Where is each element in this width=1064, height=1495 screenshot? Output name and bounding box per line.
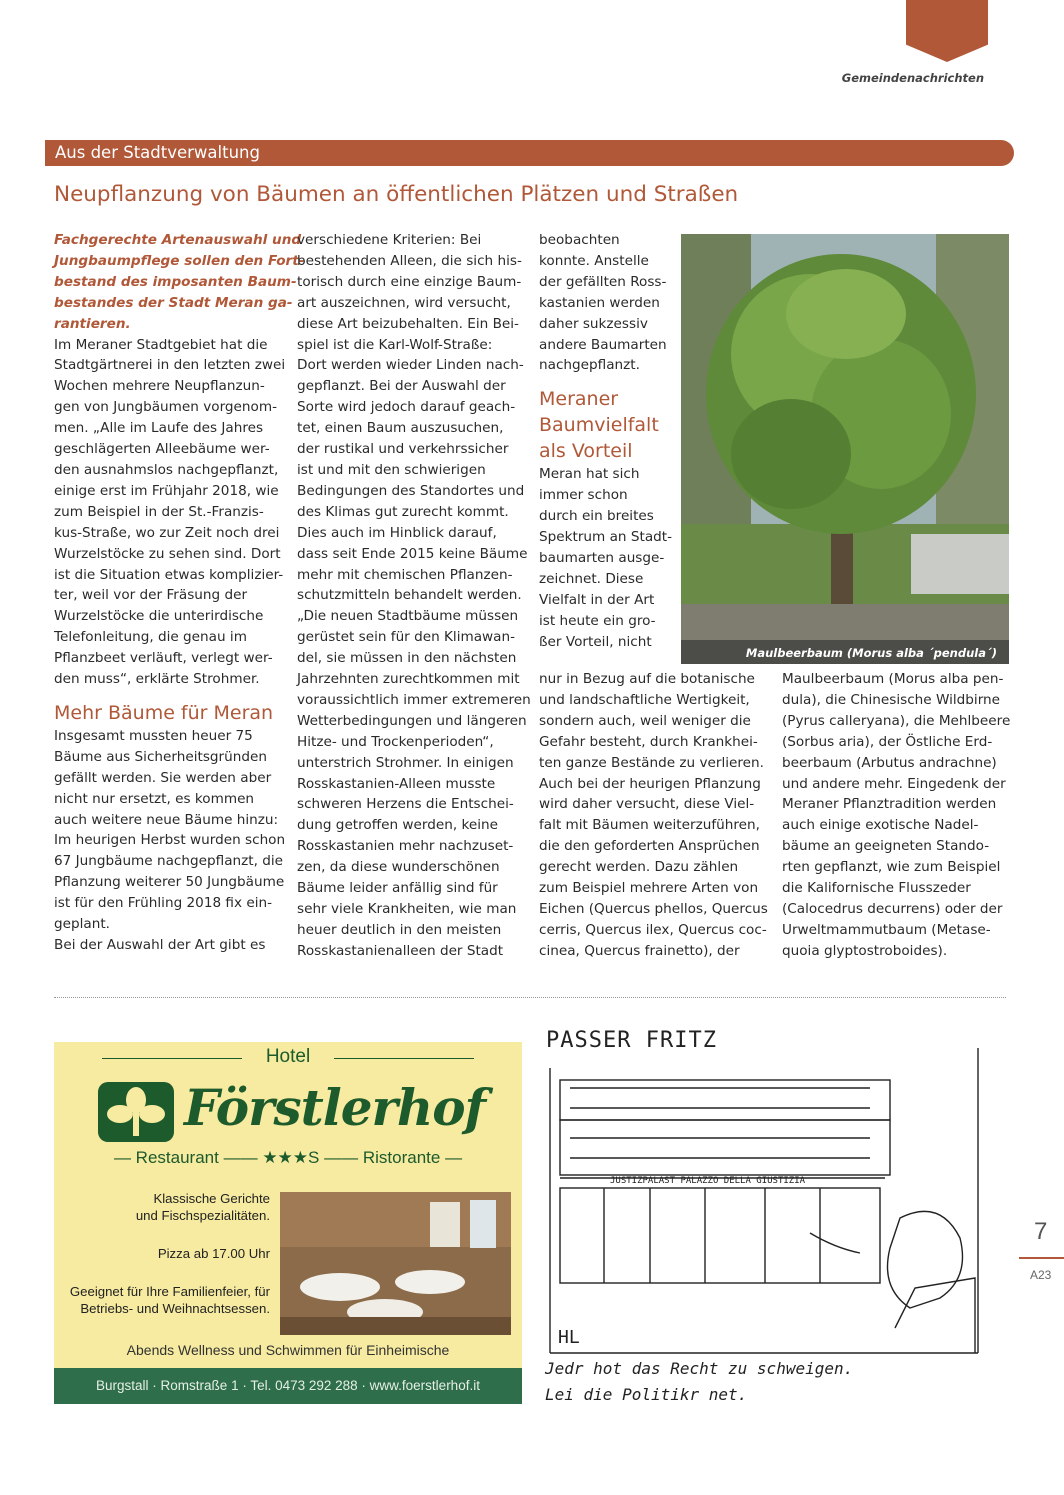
- text-line: ßer Vorteil, nicht: [539, 633, 652, 650]
- text-line: gefällt werden. Sie werden aber: [54, 769, 272, 786]
- text-line: der rustikal und verkehrssicher: [297, 441, 509, 458]
- dotted-divider: [54, 997, 1006, 998]
- text-line: Hitze- und Trockenperioden“,: [297, 733, 494, 750]
- article-paragraph: [539, 230, 677, 376]
- text-line: Dort werden wieder Linden nach-: [297, 357, 524, 374]
- text-line: beerbaum (Arbutus andrachne): [782, 754, 997, 771]
- text-line: die Kalifornische Flusszeder: [782, 880, 971, 897]
- text-line: bestehenden Alleen, die sich his-: [297, 252, 522, 269]
- ad-text-pizza: Pizza ab 17.00 Uhr: [157, 1246, 270, 1261]
- text-line: durch ein breites: [539, 508, 654, 525]
- text-line: Stadtgärtnerei in den letzten zwei: [54, 357, 286, 374]
- text-line: dula), die Chinesische Wildbirne: [782, 691, 1001, 708]
- page-code: A23: [1030, 1268, 1052, 1282]
- text-line: 67 Jungbäume nachgepflanzt, die: [54, 853, 284, 870]
- text-line: schutzmitteln behandelt werden.: [297, 587, 522, 604]
- hotel-rule-right: [334, 1058, 474, 1059]
- cartoon-drawing: [540, 1028, 985, 1358]
- text-line: Auch bei der heurigen Pflanzung: [539, 775, 761, 792]
- text-line: Meraner: [539, 388, 619, 411]
- text-line: einige erst im Frühjahr 2018, wie: [54, 482, 279, 499]
- photo-caption: Maulbeerbaum (Morus alba ´pendula´): [681, 640, 1009, 664]
- ad-text-cuisine: [136, 1190, 270, 1224]
- text-line: Im Meraner Stadtgebiet hat die: [54, 336, 268, 353]
- article-subheading: [54, 700, 290, 726]
- section-tab: [906, 0, 988, 62]
- text-line: Jungbaumpflege sollen den Fort-: [54, 252, 305, 269]
- text-line: spiel ist die Karl-Wolf-Straße:: [297, 336, 493, 353]
- cartoon-signature: HL: [558, 1327, 580, 1348]
- mulberry-tree-photo: [681, 234, 1009, 664]
- text-line: Pflanzbeet verläuft, verlegt wer-: [54, 650, 273, 667]
- text-line: Dies auch im Hinblick darauf,: [297, 524, 497, 541]
- ad-text-line: Klassische Gerichte: [153, 1191, 270, 1206]
- text-line: geschlägerten Alleebäume wer-: [54, 441, 270, 458]
- text-line: und andere mehr. Eingedenk der: [782, 775, 1006, 792]
- text-line: cerris, Quercus ilex, Quercus coc-: [539, 921, 767, 938]
- text-line: wird daher versucht, diese Viel-: [539, 796, 755, 813]
- ad-tagline-restaurant: Restaurant: [135, 1148, 219, 1167]
- text-line: zen, da diese wunderschönen: [297, 859, 500, 876]
- page-number: 7: [1034, 1218, 1048, 1245]
- cartoon-building-sign: JUSTIZPALAST PALAZZO DELLA GIUSTIZIA: [610, 1176, 806, 1186]
- article-column-3-bottom: [539, 669, 771, 962]
- article-column-3-top: [539, 230, 677, 653]
- text-line: Urweltmammutbaum (Metase-: [782, 921, 991, 938]
- ad-text-line: Betriebs- und Weihnachtsessen.: [80, 1301, 270, 1316]
- section-name: Gemeindenachrichten: [841, 71, 984, 85]
- article-column-4: [782, 669, 1012, 962]
- text-line: Bäume leider anfällig sind für: [297, 880, 498, 897]
- text-line: zum Beispiel in der St.-Franzis-: [54, 503, 264, 520]
- text-line: schweren Herzens die Entschei-: [297, 796, 514, 813]
- text-line: „Die neuen Stadtbäume müssen: [297, 608, 519, 625]
- category-banner: [45, 140, 1014, 166]
- text-line: Mehr Bäume für Meran: [54, 701, 274, 724]
- ad-footer-contact: Burgstall · Romstraße 1 · Tel. 0473 292 288 · www.foerstlerhof.it: [54, 1368, 522, 1404]
- text-line: kastanien werden: [539, 294, 660, 311]
- text-line: nur in Bezug auf die botanische: [539, 671, 755, 687]
- article-paragraph: [782, 669, 1012, 962]
- text-line: gepflanzt. Bei der Auswahl der: [297, 378, 506, 395]
- cartoon-caption: [545, 1356, 853, 1408]
- text-line: Wetterbedingungen und längeren: [297, 712, 527, 729]
- restaurant-interior-photo: [280, 1192, 511, 1335]
- text-line: Eichen (Quercus phellos, Quercus: [539, 900, 768, 917]
- text-line: gerecht werden. Dazu zählen: [539, 859, 739, 876]
- text-line: gen von Jungbäumen vorgenom-: [54, 399, 277, 416]
- article-paragraph: [54, 726, 290, 956]
- text-line: cinea, Quercus frainetto), der: [539, 942, 740, 959]
- ad-brand-name: Förstlerhof: [184, 1078, 486, 1137]
- text-line: den ausnahmslos nachgepflanzt,: [54, 461, 279, 478]
- text-line: nachgepflanzt.: [539, 357, 640, 374]
- text-line: tet, einen Baum auszusuchen,: [297, 420, 504, 437]
- cartoon-caption-line: Lei die Politikr net.: [545, 1385, 748, 1404]
- hotel-advertisement: [54, 1042, 522, 1404]
- text-line: Spektrum an Stadt-: [539, 529, 673, 546]
- text-line: konnte. Anstelle: [539, 252, 649, 269]
- text-line: Pflanzung weiterer 50 Jungbäume: [54, 874, 285, 891]
- text-line: mehr mit chemischen Pflanzen-: [297, 566, 513, 583]
- cartoon-caption-line: Jedr hot das Recht zu schweigen.: [545, 1359, 854, 1378]
- restaurant-illustration: [280, 1192, 511, 1335]
- text-line: und landschaftliche Wertigkeit,: [539, 691, 750, 708]
- article-lead: [54, 230, 305, 335]
- text-line: Sorte wird jedoch darauf geach-: [297, 399, 516, 416]
- text-line: Fachgerechte Artenauswahl und: [54, 232, 302, 248]
- text-line: daher sukzessiv: [539, 315, 648, 332]
- text-line: ist die Situation etwas komplizier-: [54, 566, 284, 583]
- ad-text-events: [70, 1283, 270, 1317]
- article-subheading: [539, 386, 677, 464]
- text-line: falt mit Bäumen weiterzuführen,: [539, 817, 760, 834]
- cartoon-title: PASSER FRITZ: [546, 1028, 717, 1053]
- text-line: der gefällten Ross-: [539, 273, 667, 290]
- ad-tagline: — Restaurant —— ★★★S —— Ristorante —: [113, 1148, 463, 1167]
- text-line: gerüstet sein für den Klimawan-: [297, 629, 516, 646]
- text-line: ist und mit den schwierigen: [297, 461, 486, 478]
- text-line: auch weitere neue Bäume hinzu:: [54, 811, 279, 828]
- text-line: unterstrich Strohmer. In einigen: [297, 754, 514, 771]
- text-line: Gefahr besteht, durch Krankhei-: [539, 733, 758, 750]
- text-line: Jahrzehnten zurechtkommen mit: [297, 671, 520, 688]
- text-line: torisch durch eine einzige Baum-: [297, 273, 522, 290]
- text-line: dass seit Ende 2015 keine Bäume: [297, 545, 528, 562]
- text-line: Vielfalt in der Art: [539, 591, 655, 608]
- text-line: Rosskastanien-Alleen musste: [297, 775, 496, 792]
- text-line: Meran hat sich: [539, 466, 640, 483]
- text-line: bestandes der Stadt Meran ga-: [54, 294, 293, 311]
- text-line: ist heute ein gro-: [539, 612, 656, 629]
- text-line: zeichnet. Diese: [539, 570, 644, 587]
- text-line: verschiedene Kriterien: Bei: [297, 232, 482, 248]
- article-paragraph: [297, 230, 529, 962]
- ad-text-line: Geeignet für Ihre Familienfeier, für: [69, 1284, 270, 1299]
- text-line: auch einige exotische Nadel-: [782, 817, 979, 834]
- text-line: andere Baumarten: [539, 336, 667, 353]
- article-paragraph: [539, 669, 771, 962]
- text-line: Baumvielfalt: [539, 414, 659, 437]
- text-line: Im heurigen Herbst wurden schon: [54, 832, 286, 849]
- article-headline: Neupflanzung von Bäumen an öffentlichen Plätzen und Straßen: [54, 182, 739, 207]
- ad-brand: [98, 1076, 486, 1146]
- text-line: heuer deutlich in den meisten: [297, 921, 502, 938]
- text-line: sehr viele Krankheiten, wie man: [297, 901, 517, 917]
- text-line: nicht nur ersetzt, es kommen: [54, 790, 255, 807]
- category-banner-label: Aus der Stadtverwaltung: [55, 143, 260, 162]
- text-line: (Pyrus calleryana), die Mehlbeere: [782, 712, 1011, 729]
- text-line: Rosskastanienalleen der Stadt: [297, 942, 504, 959]
- text-line: rantieren.: [54, 315, 131, 332]
- text-line: quoia glyptostroboides).: [782, 942, 948, 959]
- article-column-1: [54, 230, 305, 956]
- text-line: art auszeichnen, wird versucht,: [297, 294, 511, 311]
- article-column-2: [297, 230, 529, 962]
- text-line: men. „Alle im Laufe des Jahres: [54, 420, 264, 437]
- text-line: ter, weil vor der Fräsung der: [54, 587, 248, 604]
- text-line: baumarten ausge-: [539, 549, 665, 566]
- ad-hotel-label: Hotel: [265, 1046, 311, 1067]
- text-line: immer schon: [539, 487, 628, 504]
- text-line: (Sorbus aria), der Östliche Erd-: [782, 733, 993, 750]
- text-line: Insgesamt mussten heuer 75: [54, 727, 253, 744]
- text-line: sondern auch, weil weniger die: [539, 712, 751, 729]
- text-line: als Vorteil: [539, 440, 633, 463]
- leaf-logo-icon: [98, 1082, 174, 1142]
- page-number-rule: [1019, 1257, 1064, 1259]
- text-line: (Calocedrus decurrens) oder der: [782, 900, 1003, 917]
- ad-wellness: Abends Wellness und Schwimmen für Einheimische: [126, 1342, 450, 1358]
- ad-tagline-stars: ★★★S: [262, 1148, 320, 1167]
- text-line: geplant.: [54, 916, 110, 933]
- tree-illustration: [681, 234, 1009, 664]
- ad-tagline-ristorante: Ristorante: [362, 1148, 441, 1167]
- text-line: ten ganze Bestände zu verlieren.: [539, 754, 764, 771]
- text-line: die den geforderten Ansprüchen: [539, 838, 760, 855]
- text-line: Bedingungen des Standortes und: [297, 482, 525, 499]
- article-paragraph: [54, 335, 290, 690]
- article-paragraph: [539, 464, 677, 652]
- text-line: beobachten: [539, 232, 620, 248]
- text-line: dung getroffen werden, keine: [297, 817, 498, 834]
- text-line: kus-Straße, wo zur Zeit noch drei: [54, 524, 280, 541]
- text-line: Meraner Pflanztradition werden: [782, 796, 997, 813]
- text-line: Rosskastanien mehr nachzuset-: [297, 838, 514, 855]
- text-line: Wochen mehrere Neupflanzun-: [54, 378, 265, 395]
- text-line: ist für den Frühling 2018 fix ein-: [54, 895, 273, 912]
- text-line: bäume an geeigneten Stando-: [782, 838, 990, 855]
- text-line: des Klimas gut zurecht kommt.: [297, 503, 509, 520]
- text-line: diese Art beizubehalten. Ein Bei-: [297, 315, 519, 332]
- text-line: Telefonleitung, die genau im: [54, 629, 247, 646]
- text-line: Bäume aus Sicherheitsgründen: [54, 748, 267, 765]
- text-line: den muss“, erklärte Strohmer.: [54, 671, 260, 688]
- text-line: bestand des imposanten Baum-: [54, 273, 297, 290]
- text-line: rten gepflanzt, wie zum Beispiel: [782, 859, 1001, 876]
- text-line: voraussichtlich immer extremeren: [297, 691, 531, 708]
- text-line: zum Beispiel mehrere Arten von: [539, 880, 759, 897]
- text-line: Maulbeerbaum (Morus alba pen-: [782, 671, 1004, 687]
- ad-text-line: und Fischspezialitäten.: [135, 1208, 270, 1223]
- text-line: Wurzelstöcke zu sehen sind. Dort: [54, 545, 281, 562]
- text-line: Bei der Auswahl der Art gibt es: [54, 937, 266, 953]
- text-line: Wurzelstöcke die unterirdische: [54, 608, 264, 625]
- text-line: del, sie müssen in den nächsten: [297, 650, 517, 667]
